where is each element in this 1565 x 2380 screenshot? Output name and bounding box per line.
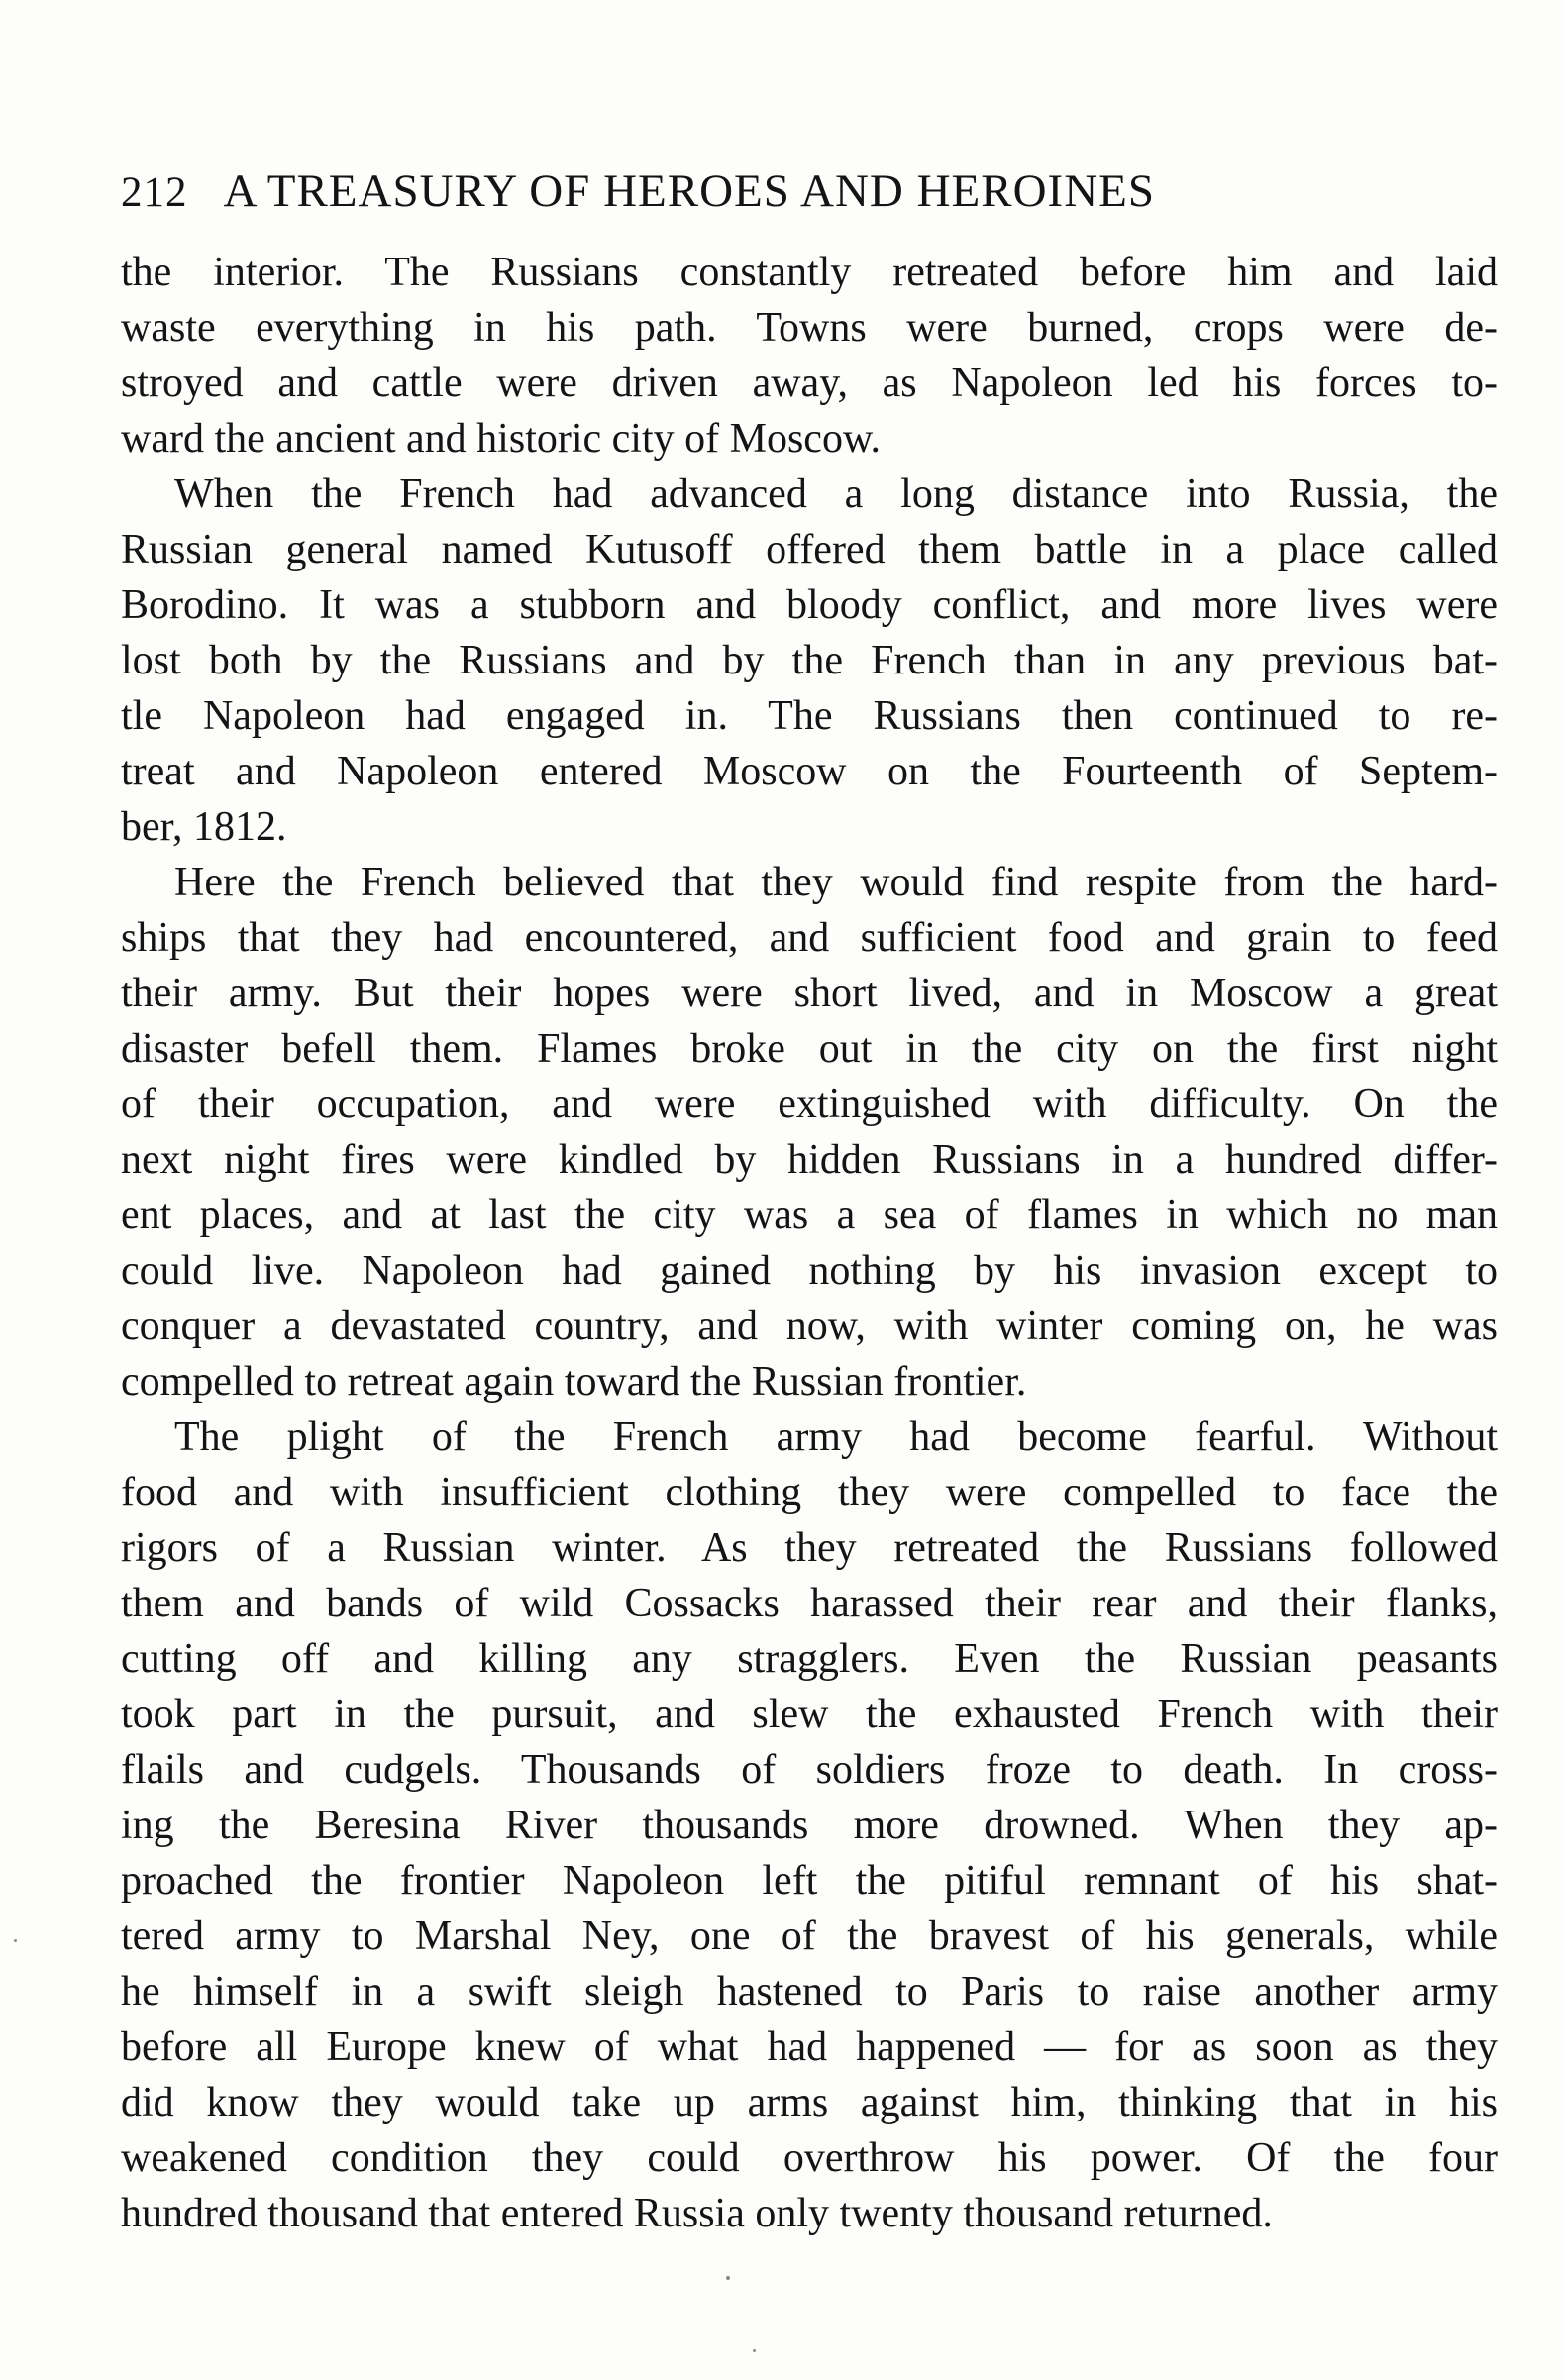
paragraph-2 (121, 466, 1498, 855)
text-line: food and with insufficient clothing they were compelled to face the (121, 1470, 1498, 1515)
text-line: proached the frontier Napoleon left the pitiful remnant of his shat- (121, 1858, 1498, 1904)
text-line: Borodino. It was a stubborn and bloody conflict, and more lives were (121, 582, 1498, 628)
text-line: ward the ancient and historic city of Moscow. (121, 416, 882, 462)
text-line: tered army to Marshal Ney, one of the bravest of his generals, while (121, 1914, 1498, 1959)
text-line: cutting off and killing any stragglers. Even the Russian peasants (121, 1636, 1498, 1682)
text-line: flails and cudgels. Thousands of soldiers froze to death. In cross- (121, 1747, 1498, 1793)
text-line: of their occupation, and were extinguished with difficulty. On the (121, 1082, 1498, 1127)
text-line: took part in the pursuit, and slew the exhausted French with their (121, 1692, 1498, 1737)
text-line: lost both by the Russians and by the French than in any previous bat- (121, 638, 1498, 683)
text-line: weakened condition they could overthrow his power. Of the four (121, 2135, 1498, 2181)
paragraph-3 (121, 855, 1498, 1409)
paragraph-1 (121, 245, 1498, 466)
running-title: A TREASURY OF HEROES AND HEROINES (223, 165, 1155, 217)
text-line: next night fires were kindled by hidden Russians in a hundred differ- (121, 1137, 1498, 1183)
paragraph-4 (121, 1409, 1498, 2241)
page-number: 212 (121, 169, 188, 216)
text-line: Russian general named Kutusoff offered them battle in a place called (121, 527, 1498, 572)
body-text (121, 245, 1498, 2241)
text-line: he himself in a swift sleigh hastened to Paris to raise another army (121, 1969, 1498, 2015)
text-line: compelled to retreat again toward the Russian frontier. (121, 1359, 1027, 1404)
text-line: stroyed and cattle were driven away, as Napoleon led his forces to- (121, 361, 1498, 406)
text-line: ber, 1812. (121, 804, 287, 850)
text-line: waste everything in his path. Towns were burned, crops were de- (121, 305, 1498, 351)
text-line: disaster befell them. Flames broke out in the city on the first night (121, 1026, 1498, 1072)
text-line: before all Europe knew of what had happened — for as soon as they (121, 2024, 1498, 2070)
text-line: their army. But their hopes were short lived, and in Moscow a great (121, 971, 1498, 1016)
text-line: The plight of the French army had become fearful. Without (174, 1414, 1498, 1460)
text-line: did know they would take up arms against him, thinking that in his (121, 2080, 1498, 2125)
text-line: treat and Napoleon entered Moscow on the Fourteenth of Septem- (121, 749, 1498, 794)
running-head (121, 156, 1508, 226)
text-line: hundred thousand that entered Russia only twenty thousand returned. (121, 2191, 1273, 2236)
text-line: When the French had advanced a long distance into Russia, the (174, 471, 1498, 517)
text-line: Here the French believed that they would find respite from the hard- (174, 860, 1498, 905)
text-line: ing the Beresina River thousands more drowned. When they ap- (121, 1803, 1498, 1848)
text-line: tle Napoleon had engaged in. The Russians then continued to re- (121, 693, 1498, 739)
paper-speck (14, 1939, 17, 1942)
text-line: conquer a devastated country, and now, with winter coming on, he was (121, 1303, 1498, 1349)
text-line: ships that they had encountered, and sufficient food and grain to feed (121, 915, 1498, 961)
text-line: ent places, and at last the city was a sea of flames in which no man (121, 1192, 1498, 1238)
paper-speck (726, 2276, 730, 2280)
text-line: them and bands of wild Cossacks harassed their rear and their flanks, (121, 1581, 1498, 1626)
paper-speck (753, 2349, 756, 2352)
text-line: could live. Napoleon had gained nothing by his invasion except to (121, 1248, 1498, 1293)
text-line: the interior. The Russians constantly retreated before him and laid (121, 250, 1498, 295)
text-line: rigors of a Russian winter. As they retreated the Russians followed (121, 1525, 1498, 1571)
